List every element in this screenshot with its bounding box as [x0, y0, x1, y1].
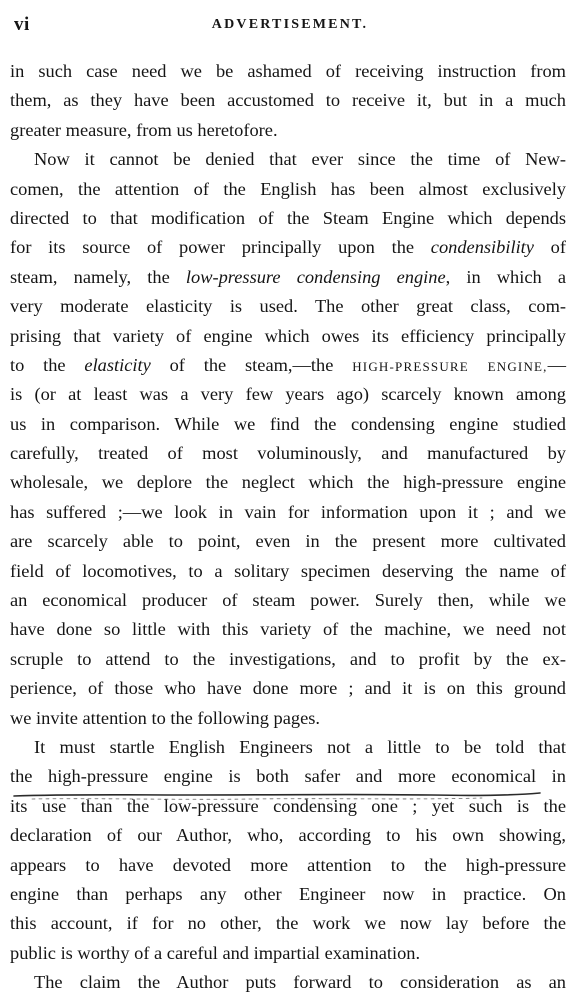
text-line: [10, 351, 566, 380]
text-line: public is worthy of a careful and impartial examination.: [10, 942, 421, 963]
text-segment: to the: [10, 354, 85, 375]
text-segment: of: [533, 237, 566, 258]
text-line: has suffered ;—we look in vain for information upon it ; and we: [10, 501, 566, 522]
italic-phrase: elasticity: [84, 354, 151, 375]
running-head: [14, 14, 566, 38]
text-line: Now it cannot be denied that ever since the time of New-: [34, 149, 566, 170]
text-line: It must startle English Engineers not a little to be told that: [34, 736, 566, 757]
text-line: very moderate elasticity is used. The other great class, com-: [10, 296, 566, 317]
text-line: us in comparison. While we find the condensing engine studied: [10, 413, 566, 434]
text-line: prising that variety of engine which owes its efficiency principally: [10, 325, 566, 346]
text-line: field of locomotives, to a solitary specimen deserving the name of: [10, 560, 566, 581]
text-segment: steam, namely, the: [10, 266, 186, 287]
text-line: The claim the Author puts forward to consideration as an: [34, 972, 566, 993]
text-line-underlined: the high-pressure engine is both safer and more economical in: [10, 766, 566, 787]
page-number: vi: [14, 14, 30, 35]
text-line: in such case need we be ashamed of receiving instruction from: [10, 61, 566, 81]
text-line: its use than the low-pressure condensing one ; yet such is the: [10, 795, 566, 816]
text-line: greater measure, from us heretofore.: [10, 119, 278, 140]
text-segment: of the steam,—the: [150, 354, 353, 375]
text-line: is (or at least was a very few years ago) scarcely known among: [10, 384, 566, 405]
text-segment: for its source of power principally upon the: [10, 237, 431, 258]
italic-phrase: low-pressure condensing engine: [185, 266, 446, 287]
text-line: we invite attention to the following pages.: [10, 707, 321, 728]
text-line: [10, 263, 566, 292]
text-line: scruple to attend to the investigations, and to profit by the ex-: [10, 648, 566, 669]
text-line: directed to that modification of the Steam Engine which depends: [10, 207, 566, 228]
body-text: [10, 57, 566, 998]
text-line: them, as they have been accustomed to receive it, but in a much: [10, 90, 566, 111]
text-line: engine than perhaps any other Engineer now in practice. On: [10, 883, 566, 904]
text-line: are scarcely able to point, even in the present more cultivated: [10, 531, 566, 552]
text-segment: —: [547, 354, 567, 375]
text-line: comen, the attention of the English has been almost exclusively: [10, 178, 566, 199]
italic-phrase: condensibility: [430, 237, 534, 258]
text-line: carefully, treated of most voluminously, and manufactured by: [10, 443, 566, 464]
text-line: appears to have devoted more attention to the high-pressure: [10, 854, 566, 875]
text-line: declaration of our Author, who, according to his own showing,: [10, 825, 566, 846]
small-caps-phrase: HIGH-PRESSURE ENGINE,: [352, 358, 548, 374]
text-line: perience, of those who have done more ; and it is on this ground: [10, 678, 566, 699]
text-line: wholesale, we deplore the neglect which the high-pressure engine: [10, 472, 566, 493]
running-title: ADVERTISEMENT.: [211, 17, 369, 32]
text-line: an economical producer of steam power. Surely then, while we: [10, 590, 566, 611]
text-line: [10, 233, 566, 262]
text-line: have done so little with this variety of the machine, we need not: [10, 619, 566, 640]
text-line: this account, if for no other, the work we now lay before the: [10, 913, 566, 934]
text-segment: , in which a: [445, 266, 566, 287]
